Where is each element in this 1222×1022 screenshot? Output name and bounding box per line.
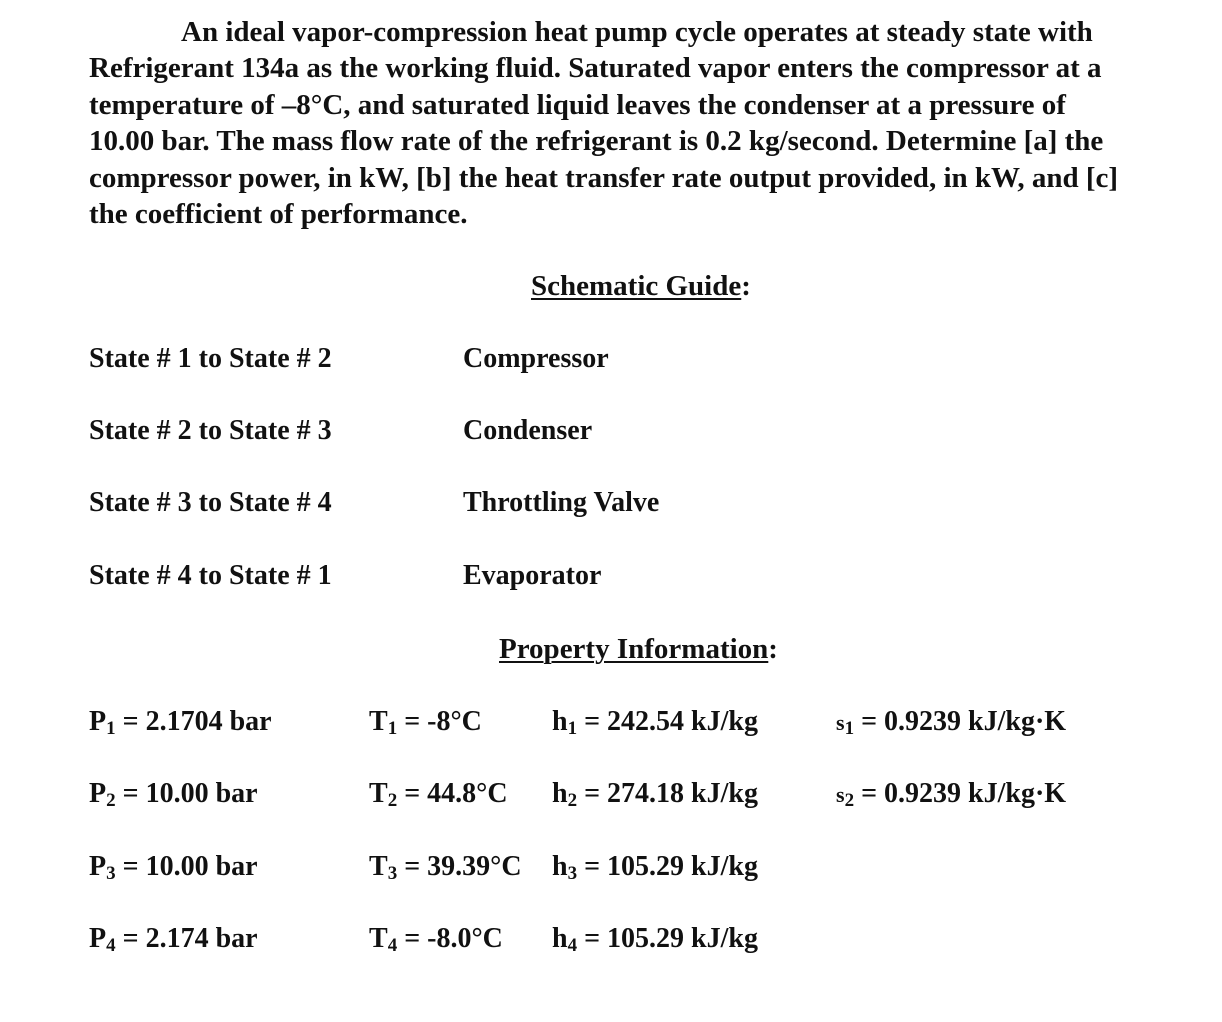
enthalpy-state-4: $h_4 = 105.29$ kJ/kg <box>552 923 758 956</box>
schematic-guide-title: Schematic Guide <box>531 270 742 302</box>
schematic-device-3: Throttling Valve <box>463 487 660 518</box>
enthalpy-state-1: $h_1 = 242.54$ kJ/kg <box>552 706 758 739</box>
schematic-guide-heading <box>531 269 751 303</box>
schematic-device-4: Evaporator <box>463 560 602 591</box>
temperature-state-3: $T_3 = 39.39^\circ C$ <box>369 851 522 884</box>
pressure-state-1: $P_1 = 2.1704$ bar <box>89 706 272 739</box>
entropy-state-2: $s_2 = 0.9239$ kJ/kg·K <box>836 778 1067 811</box>
problem-line: compressor power, in kW, [b] the heat transfer rate output provided, in kW, and [c] <box>89 161 1119 194</box>
schematic-states-3: State # 3 to State # 4 <box>89 487 332 518</box>
pressure-state-2: $P_2 = 10.00$ bar <box>89 778 258 811</box>
temperature-state-4: $T_4 = -8.0^\circ C$ <box>369 923 503 956</box>
heading-colon: : <box>741 270 751 302</box>
problem-line: An ideal vapor-compression heat pump cycle operates at steady state with <box>181 16 1093 48</box>
pressure-state-4: $P_4 = 2.174$ bar <box>89 923 258 956</box>
problem-line: 10.00 bar. The mass flow rate of the refrigerant is 0.2 kg/second. Determine [a] the <box>89 125 1104 158</box>
problem-line: Refrigerant 134a as the working fluid. Saturated vapor enters the compressor at a <box>89 52 1102 85</box>
problem-line: the coefficient of performance. <box>89 198 468 231</box>
schematic-states-4: State # 4 to State # 1 <box>89 560 332 591</box>
problem-line: temperature of –8°C, and saturated liquid leaves the condenser at a pressure of <box>89 88 1066 121</box>
enthalpy-state-2: $h_2 = 274.18$ kJ/kg <box>552 778 758 811</box>
pressure-state-3: $P_3 = 10.00$ bar <box>89 851 258 884</box>
heading-colon: : <box>768 633 778 665</box>
problem-statement <box>89 14 1189 232</box>
property-information-title: Property Information <box>499 633 769 665</box>
entropy-state-1: $s_1 = 0.9239$ kJ/kg·K <box>836 706 1067 739</box>
schematic-states-2: State # 2 to State # 3 <box>89 415 332 446</box>
property-information-heading <box>499 632 778 666</box>
schematic-device-2: Condenser <box>463 415 593 446</box>
schematic-device-1: Compressor <box>463 343 609 374</box>
temperature-state-1: $T_1 = -8^\circ C$ <box>369 706 482 739</box>
temperature-state-2: $T_2 = 44.8^\circ C$ <box>369 778 508 811</box>
enthalpy-state-3: $h_3 = 105.29$ kJ/kg <box>552 851 758 884</box>
schematic-states-1: State # 1 to State # 2 <box>89 343 332 374</box>
